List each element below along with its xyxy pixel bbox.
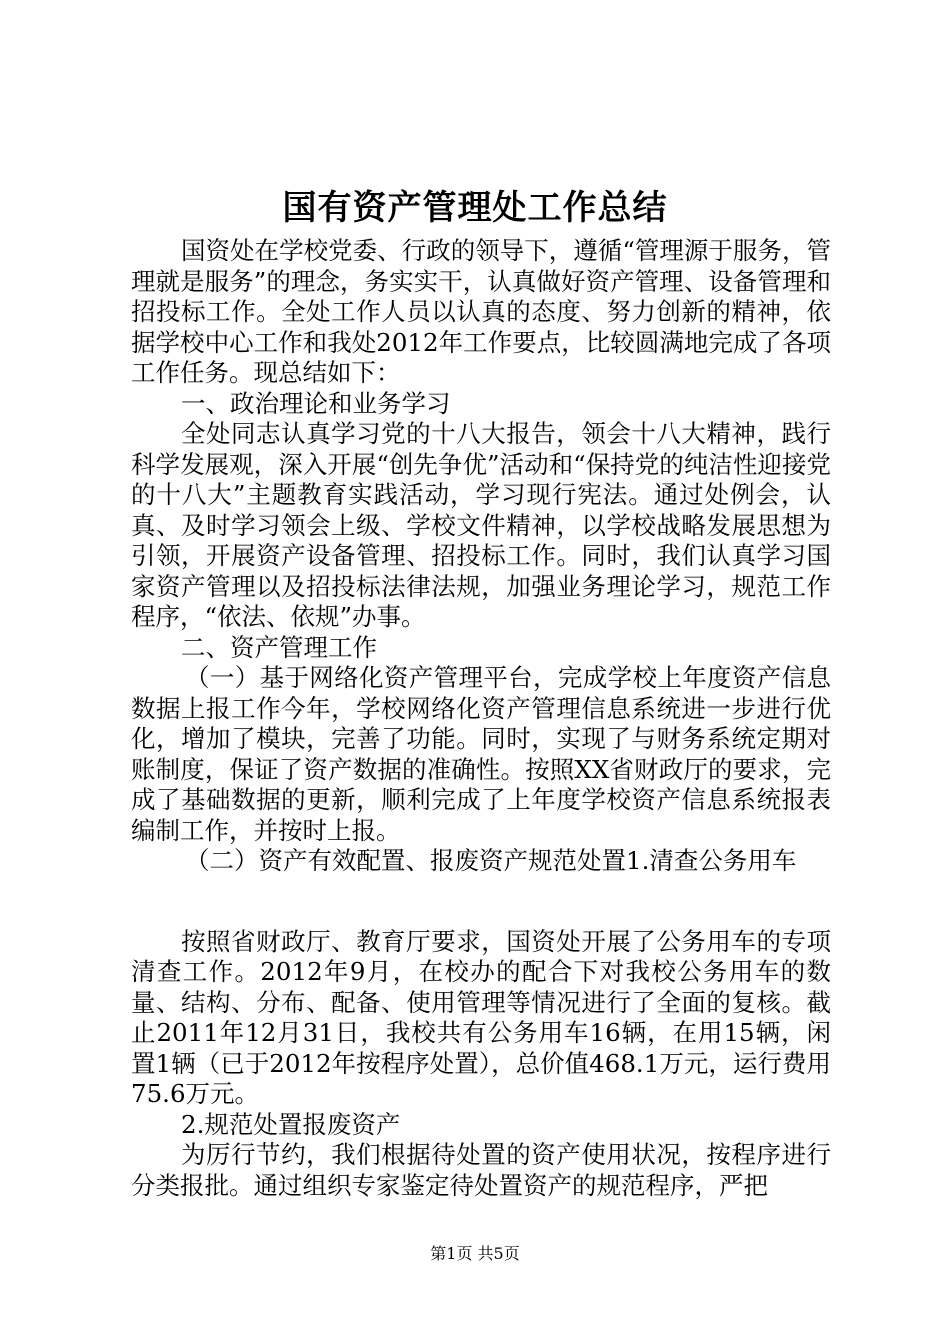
paragraph-intro: 国资处在学校党委、行政的领导下，遵循“管理源于服务，管理就是服务”的理念，务实实干，认真做好资产管理、设备管理和招投标工作。全处工作人员以认真的态度、努力创新的精神，依据学校中心工作和我处2012年工作要点，比较圆满地完成了各项工作任务。现总结如下： — [131, 236, 831, 387]
paragraph-asset-platform: （一）基于网络化资产管理平台，完成学校上年度资产信息数据上报工作今年，学校网络化资产管理信息系统进一步进行优化，增加了模块，完善了功能。同时，实现了与财务系统定期对账制度，保证了资产数据的准确性。按照XX省财政厅的要求，完成了基础数据的更新，顺利完成了上年度学校资产信息系统报表编制工作，并按时上报。 — [131, 663, 831, 845]
page-footer: 第1页 共5页 — [430, 1244, 520, 1263]
heading-disposal: 2.规范处置报废资产 — [181, 1109, 401, 1139]
heading-subsection-2: （二）资产有效配置、报废资产规范处置1.清查公务用车 — [185, 846, 797, 875]
heading-section-2: 二、资产管理工作 — [181, 632, 377, 662]
paragraph-vehicle-check: 按照省财政厅、教育厅要求，国资处开展了公务用车的专项清查工作。2012年9月，在校办的配合下对我校公务用车的数量、结构、分布、配备、使用管理等情况进行了全面的复核。截止2011年12月31日，我校共有公务用车16辆，在用15辆，闲置1辆（已于2012年按程序处置），总价值468.1万元，运行费用75.6万元。 — [131, 926, 831, 1108]
paragraph-disposal: 为厉行节约，我们根据待处置的资产使用状况，按程序进行分类报批。通过组织专家鉴定待处置资产的规范程序，严把 — [131, 1140, 831, 1200]
paragraph-political-study: 全处同志认真学习党的十八大报告，领会十八大精神，践行科学发展观，深入开展“创先争优”活动和“保持党的纯洁性迎接党的十八大”主题教育实践活动，学习现行宪法。通过处例会，认真、及时学习领会上级、学校文件精神，以学校战略发展思想为引领，开展资产设备管理、招投标工作。同时，我们认真学习国家资产管理以及招投标法律法规，加强业务理论学习，规范工作程序，“依法、依规”办事。 — [131, 419, 831, 631]
paragraph-gap — [131, 877, 831, 927]
document-body — [131, 236, 831, 1201]
document-title: 国有资产管理处工作总结 — [282, 188, 668, 228]
heading-section-1: 一、政治理论和业务学习 — [181, 388, 451, 418]
